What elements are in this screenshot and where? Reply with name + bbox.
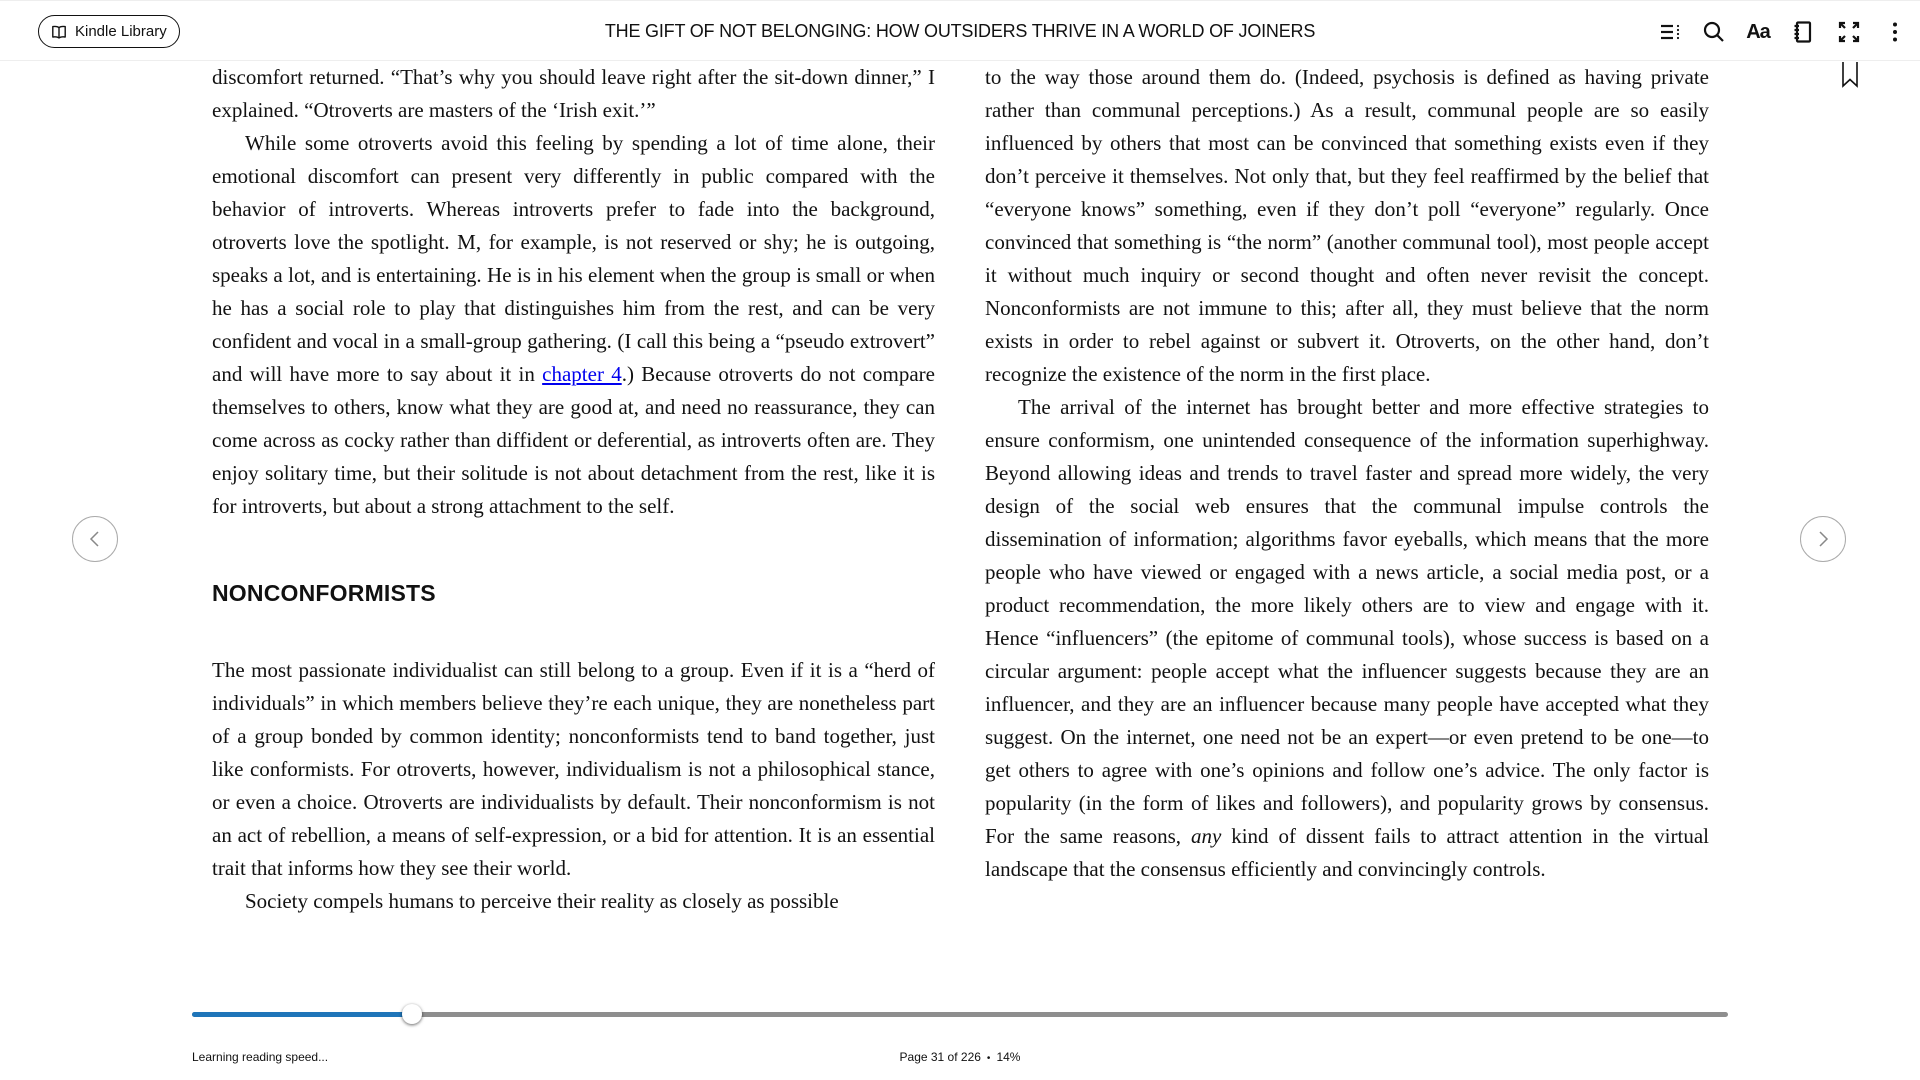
table-of-contents-button[interactable] (1655, 17, 1685, 47)
paragraph: Society compels humans to perceive their reality as closely as possible (245, 889, 839, 913)
progress-thumb[interactable] (402, 1004, 422, 1024)
paragraph: While some otroverts avoid this feeling by spending a lot of time alone, their emotional discomfort can present very differently in public compared with the behavior of introverts. Whereas introverts prefer to fade into the background, otroverts love the spotlight. M, for example, is not reserved or shy; he is outgoing, speaks a lot, and is entertaining. He is in his element when the group is small or when he has a social role to play that distinguishes him from the rest, and can be very confident and vocal in a small-group gathering. (I call this being a “pseudo extrovert” and will have more to say about it in chapter 4.) Because otroverts do not compare themselves to others, know what they are good at, and need no reassurance, they can come across as cocky rather than diffident or deferential, as introverts often are. They enjoy solitary time, but their solitude is not about detachment from the rest, like it is for introverts, but about a strong attachment to the self. (212, 131, 935, 518)
reader-header (0, 0, 1920, 61)
emphasis: any (1190, 824, 1222, 848)
separator: • (986, 1053, 991, 1064)
font-settings-button[interactable] (1743, 17, 1773, 47)
font-icon: Aa (1746, 20, 1770, 43)
chapter-4-link[interactable]: chapter 4 (542, 362, 622, 386)
notebook-icon (1791, 20, 1815, 44)
fullscreen-button[interactable] (1834, 17, 1864, 47)
section-heading: NONCONFORMISTS (212, 580, 436, 606)
bookmark-icon (1840, 61, 1860, 89)
reading-speed-status: Learning reading speed... (192, 1050, 329, 1064)
more-vertical-icon (1883, 20, 1907, 44)
book-title: THE GIFT OF NOT BELONGING: HOW OUTSIDERS THRIVE IN A WORLD OF JOINERS (604, 21, 1316, 41)
next-page-button[interactable] (1800, 516, 1846, 562)
page-right-column (985, 61, 1709, 886)
percent-read: 14% (996, 1050, 1021, 1064)
previous-page-button[interactable] (72, 516, 118, 562)
progress-track[interactable] (192, 1012, 1728, 1017)
kindle-library-label: Kindle Library (75, 23, 167, 40)
paragraph: The most passionate individualist can still belong to a group. Even if it is a “herd of individuals” in which members believe they’re each unique, they are nonetheless part of a group bonded by common identity; nonconformists tend to band together, just like conformists. For otroverts, however, individualism is not a philosophical stance, or even a choice. Otroverts are individualists by default. Their nonconformism is not an act of rebellion, a means of self-expression, or a bid for attention. It is an essential trait that informs how they see their world. (212, 658, 935, 880)
bookmark-button[interactable] (1840, 61, 1860, 89)
paragraph: to the way those around them do. (Indeed, psychosis is defined as having private rather than communal perceptions.) As a result, communal people are so easily influenced by others that most can be convinced that something exists even if they don’t perceive it themselves. Not only that, but they feel reaffirmed by the belief that “everyone knows” something, even if they don’t poll “everyone” regularly. Once convinced that something is “the norm” (another communal tool), most people accept it without much inquiry or second thought and often never revisit the concept. Nonconformists are not immune to this; after all, they must believe that the norm exists in order to rebel against or subvert it. Otroverts, on the other hand, don’t recognize the existence of the norm in the first place. (985, 65, 1709, 386)
search-icon (1702, 20, 1726, 44)
list-icon (1658, 20, 1682, 44)
search-button[interactable] (1699, 17, 1729, 47)
kindle-library-button[interactable] (38, 15, 180, 48)
page-info: Page 31 of 226 (899, 1050, 981, 1064)
paragraph: discomfort returned. “That’s why you should leave right after the sit-down dinner,” I explained. “Otroverts are masters of the ‘Irish exit.’” (212, 65, 935, 122)
page-location (0, 1050, 1920, 1064)
chevron-left-icon (86, 530, 104, 548)
expand-icon (1837, 20, 1861, 44)
book-open-icon (51, 24, 67, 40)
chevron-right-icon (1814, 530, 1832, 548)
page-left-column (212, 61, 935, 918)
notebook-button[interactable] (1788, 17, 1818, 47)
reading-progress-slider[interactable] (192, 1012, 1728, 1017)
progress-fill (192, 1012, 412, 1017)
paragraph: The arrival of the internet has brought better and more effective strategies to ensure conformism, one unintended consequence of the information superhighway. Beyond allowing ideas and trends to travel faster and spread more widely, the very design of the social web ensures that the communal impulse controls the dissemination of information; algorithms favor eyeballs, which means that the more people who have viewed or engaged with a news article, a social media post, or a product recommendation, the more likely others are to view and engage with it. Hence “influencers” (the epitome of communal tools), whose success is based on a circular argument: people accept what the influencer suggests because they are an influencer, and they are an influencer because many people have accepted what they suggest. On the internet, one need not be an expert—or even pretend to be one—to get others to agree with one’s opinions and follow one’s advice. The only factor is popularity (in the form of likes and followers), and popularity grows by consensus. For the same reasons, any kind of dissent fails to attract attention in the virtual landscape that the consensus efficiently and convincingly controls. (985, 395, 1709, 881)
more-options-button[interactable] (1880, 17, 1910, 47)
